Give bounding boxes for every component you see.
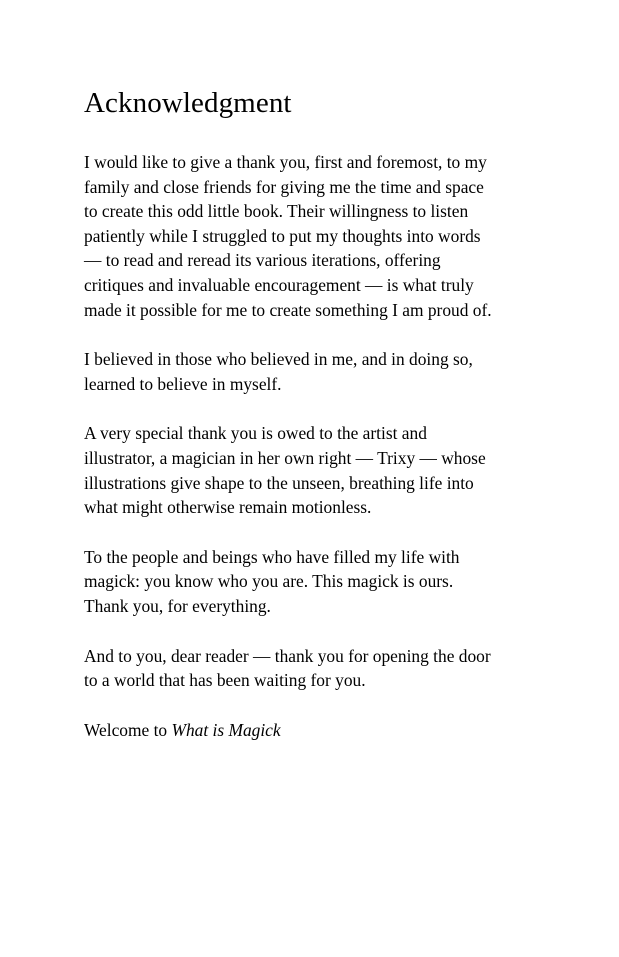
page-content [84,86,544,767]
paragraph-1 [84,150,544,322]
text-line: patiently while I struggled to put my thoughts into words [84,225,481,246]
text-line: To the people and beings who have filled my life with [84,546,460,567]
paragraph-4 [84,545,544,619]
text-line: family and close friends for giving me the time and space [84,176,484,197]
book-title: What is Magick [171,719,281,740]
text-line: what might otherwise remain motionless. [84,497,372,518]
text-line: And to you, dear reader — thank you for opening the door [84,645,491,666]
closing-line [84,718,544,743]
page-title: Acknowledgment [84,87,292,119]
text-line: illustrations give shape to the unseen, breathing life into [84,472,474,493]
text-line: magick: you know who you are. This magick is ours. [84,571,454,592]
text-line: learned to believe in myself. [84,373,282,394]
text-line: to create this odd little book. Their willingness to listen [84,201,469,222]
paragraph-3 [84,421,544,519]
text-line: — to read and reread its various iterations, offering [84,250,441,271]
text-line: I believed in those who believed in me, and in doing so, [84,349,473,370]
text-line: Thank you, for everything. [84,595,271,616]
paragraph-2 [84,347,544,396]
text-line: A very special thank you is owed to the artist and [84,423,427,444]
text-line: I would like to give a thank you, first and foremost, to my [84,152,487,172]
closing-prefix: Welcome to [84,719,172,740]
text-line: illustrator, a magician in her own right — Trixy — whose [84,447,486,468]
text-line: to a world that has been waiting for you. [84,670,366,691]
paragraph-5 [84,644,544,693]
text-line: critiques and invaluable encouragement — is what truly [84,274,474,295]
text-line: made it possible for me to create something I am proud of. [84,299,492,320]
